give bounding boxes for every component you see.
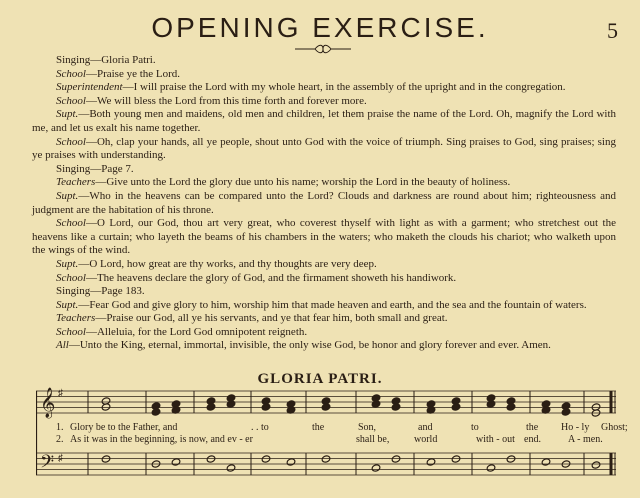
verse-syllable: and	[418, 422, 433, 433]
reading-text: —Praise our God, all ye his servants, and ye that fear him, both small and great.	[95, 312, 448, 325]
reading-line	[32, 326, 616, 340]
reading-text: —Who in the heavens can be compared unto the Lord? Clouds and darkness are round about him; righteousness and judgment are the habitation of his throne.	[32, 189, 616, 216]
speaker-label: All	[56, 339, 69, 352]
reading-line	[32, 163, 616, 177]
reading-text: —Page 183.	[90, 285, 145, 298]
reading-line	[32, 81, 616, 95]
note-head	[506, 455, 516, 463]
reading-line	[32, 176, 616, 190]
verse-syllable: shall be,	[356, 434, 390, 445]
verse-syllable: the	[312, 422, 325, 433]
reading-text: —Give unto the Lord the glory due unto his name; worship the Lord in the beauty of holiness.	[95, 176, 511, 189]
reading-text: —We will bless the Lord from this time forth and forever more.	[85, 94, 367, 107]
note-head	[226, 464, 236, 472]
verse-syllable: . . to	[251, 422, 269, 433]
speaker-label: Supt.	[56, 189, 79, 202]
reading-text: —O Lord, our God, thou art very great, who coverest thyself with light as with a garment; who stretchest out the heavens like a curtain; who layeth the beams of his chambers in the waters; who maketh the clouds his chariot; who walketh upon the wings of the wind.	[32, 217, 616, 257]
verse-syllable: A - men.	[568, 434, 603, 445]
verse-syllable: Son,	[358, 422, 377, 433]
reading-line	[32, 285, 616, 299]
reading-line	[32, 258, 616, 272]
reading-text: —Oh, clap your hands, all ye people, shout unto God with the voice of triumph. Sing praises to God, sing praises; sing ye praises with understanding.	[32, 135, 616, 162]
verse-syllable: end.	[524, 434, 541, 445]
reading-text: —Page 7.	[90, 162, 134, 175]
note-head	[206, 455, 216, 463]
verse-1	[56, 422, 628, 433]
speaker-label: Superintendent	[56, 81, 123, 94]
verse-syllable: to	[471, 422, 479, 433]
speaker-label: School	[56, 94, 86, 107]
reading-text: —Gloria Patri.	[90, 54, 156, 66]
reading-line	[32, 190, 616, 217]
note-head	[391, 455, 401, 463]
speaker-label: Singing	[56, 285, 91, 298]
reading-line	[32, 54, 616, 68]
verse-syllable: the	[526, 422, 539, 433]
speaker-label: Supt.	[56, 108, 79, 121]
reading-line	[32, 339, 616, 353]
verse-2-number: 2.	[56, 434, 64, 445]
reading-line	[32, 299, 616, 313]
verse-syllable: world	[414, 434, 438, 445]
responsive-reading	[32, 54, 616, 353]
bass-clef-icon: 𝄢	[40, 452, 55, 477]
verse-2	[56, 434, 603, 445]
reading-line	[32, 95, 616, 109]
reading-text: —Unto the King, eternal, immortal, invisible, the only wise God, be honor and glory forever and ever. Amen.	[68, 339, 551, 352]
note-head	[321, 455, 331, 463]
title-ornament-icon	[295, 44, 351, 54]
reading-text: —The heavens declare the glory of God, and the firmament showeth his handiwork.	[85, 271, 457, 284]
speaker-label: Teachers	[56, 312, 96, 325]
verse-1-number: 1.	[56, 422, 64, 433]
reading-line	[32, 136, 616, 163]
note-head	[591, 461, 601, 469]
speaker-label: Supt.	[56, 298, 79, 311]
note-head	[451, 455, 461, 463]
reading-text: —Both young men and maidens, old men and children, let them praise the name of the Lord. Oh, magnify the Lord with me, and let us exalt his name together.	[32, 108, 616, 134]
reading-line	[32, 312, 616, 326]
verse-syllable: Ghost;	[601, 422, 628, 433]
speaker-label: Singing	[56, 162, 91, 175]
note-head	[261, 455, 271, 463]
treble-clef-icon: 𝄞	[40, 388, 56, 418]
music-title: GLORIA PATRI.	[257, 371, 383, 387]
note-head	[171, 458, 181, 466]
note-head	[541, 458, 551, 466]
page-number: 5	[607, 18, 618, 43]
reading-line	[32, 272, 616, 286]
reading-text: —I will praise the Lord with my whole heart, in the assembly of the upright and in the congregation.	[122, 81, 566, 94]
verse-syllable: Glory be to the Father, and	[70, 422, 178, 433]
speaker-label: Teachers	[56, 176, 96, 189]
speaker-label: Supt.	[56, 257, 79, 270]
speaker-label: School	[56, 217, 86, 230]
note-head	[486, 464, 496, 472]
note-head	[101, 455, 111, 463]
reading-text: —Praise ye the Lord.	[85, 67, 181, 80]
sharp-icon: ♯	[58, 388, 63, 399]
verse-syllable: Ho - ly	[561, 422, 590, 433]
page-header	[0, 12, 640, 46]
speaker-label: School	[56, 135, 86, 148]
speaker-label: Singing	[56, 54, 91, 66]
reading-text: —Alleluia, for the Lord God omnipotent reigneth.	[85, 325, 308, 338]
speaker-label: School	[56, 325, 86, 338]
reading-line	[32, 108, 616, 135]
speaker-label: School	[56, 271, 86, 284]
note-head	[426, 458, 436, 466]
note-head	[371, 464, 381, 472]
reading-text: —O Lord, how great are thy works, and thy thoughts are very deep.	[78, 257, 377, 270]
reading-line	[32, 68, 616, 82]
page-title: OPENING EXERCISE.	[151, 12, 489, 43]
reading-line	[32, 217, 616, 258]
verse-syllable: with - out	[476, 434, 515, 445]
reading-text: —Fear God and give glory to him, worship him that made heaven and earth, and the sea and the fountain of waters.	[78, 298, 587, 311]
sharp-icon: ♯	[58, 453, 63, 464]
verse-syllable: As it was in the beginning, is now, and ev - er	[70, 434, 253, 445]
speaker-label: School	[56, 67, 86, 80]
note-head	[286, 458, 296, 466]
